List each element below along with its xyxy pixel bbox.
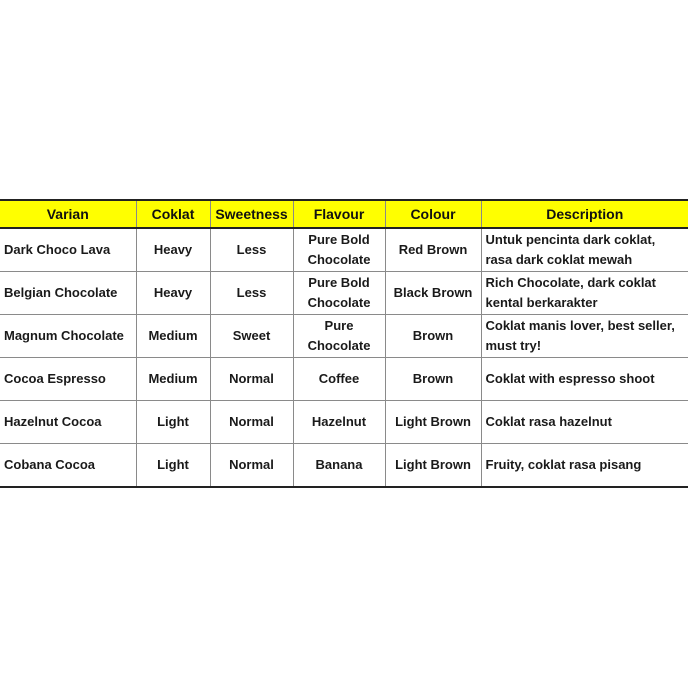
table-row bbox=[0, 401, 688, 444]
cell-varian: Magnum Chocolate bbox=[0, 315, 136, 358]
table-row bbox=[0, 272, 688, 315]
cell-flavour: Hazelnut bbox=[293, 401, 385, 444]
table-row bbox=[0, 358, 688, 401]
header-sweetness: Sweetness bbox=[210, 200, 293, 228]
cell-description: Fruity, coklat rasa pisang bbox=[481, 444, 688, 488]
cell-flavour: Pure Bold Chocolate bbox=[293, 272, 385, 315]
cell-description: Coklat rasa hazelnut bbox=[481, 401, 688, 444]
cell-sweetness: Normal bbox=[210, 444, 293, 488]
table-row bbox=[0, 228, 688, 272]
cell-coklat: Heavy bbox=[136, 228, 210, 272]
cell-varian: Cocoa Espresso bbox=[0, 358, 136, 401]
cell-flavour: Pure Bold Chocolate bbox=[293, 228, 385, 272]
cell-sweetness: Less bbox=[210, 228, 293, 272]
variant-table-container bbox=[0, 199, 688, 488]
header-coklat: Coklat bbox=[136, 200, 210, 228]
table-row bbox=[0, 315, 688, 358]
cell-varian: Cobana Cocoa bbox=[0, 444, 136, 488]
cell-coklat: Light bbox=[136, 444, 210, 488]
cell-sweetness: Less bbox=[210, 272, 293, 315]
table-header-row bbox=[0, 200, 688, 228]
cell-colour: Black Brown bbox=[385, 272, 481, 315]
cell-sweetness: Normal bbox=[210, 358, 293, 401]
cell-flavour: Coffee bbox=[293, 358, 385, 401]
cell-colour: Light Brown bbox=[385, 401, 481, 444]
header-flavour: Flavour bbox=[293, 200, 385, 228]
cell-flavour: Pure Chocolate bbox=[293, 315, 385, 358]
cell-description: Untuk pencinta dark coklat, rasa dark coklat mewah bbox=[481, 228, 688, 272]
cell-description: Coklat with espresso shoot bbox=[481, 358, 688, 401]
chocolate-variant-table bbox=[0, 199, 688, 488]
cell-sweetness: Normal bbox=[210, 401, 293, 444]
cell-colour: Brown bbox=[385, 358, 481, 401]
cell-varian: Dark Choco Lava bbox=[0, 228, 136, 272]
cell-flavour: Banana bbox=[293, 444, 385, 488]
cell-coklat: Medium bbox=[136, 358, 210, 401]
header-varian: Varian bbox=[0, 200, 136, 228]
header-colour: Colour bbox=[385, 200, 481, 228]
cell-varian: Hazelnut Cocoa bbox=[0, 401, 136, 444]
cell-colour: Light Brown bbox=[385, 444, 481, 488]
table-row bbox=[0, 444, 688, 488]
cell-coklat: Medium bbox=[136, 315, 210, 358]
cell-description: Coklat manis lover, best seller, must try! bbox=[481, 315, 688, 358]
cell-description: Rich Chocolate, dark coklat kental berkarakter bbox=[481, 272, 688, 315]
cell-coklat: Light bbox=[136, 401, 210, 444]
cell-colour: Red Brown bbox=[385, 228, 481, 272]
cell-sweetness: Sweet bbox=[210, 315, 293, 358]
cell-varian: Belgian Chocolate bbox=[0, 272, 136, 315]
cell-colour: Brown bbox=[385, 315, 481, 358]
header-description: Description bbox=[481, 200, 688, 228]
cell-coklat: Heavy bbox=[136, 272, 210, 315]
